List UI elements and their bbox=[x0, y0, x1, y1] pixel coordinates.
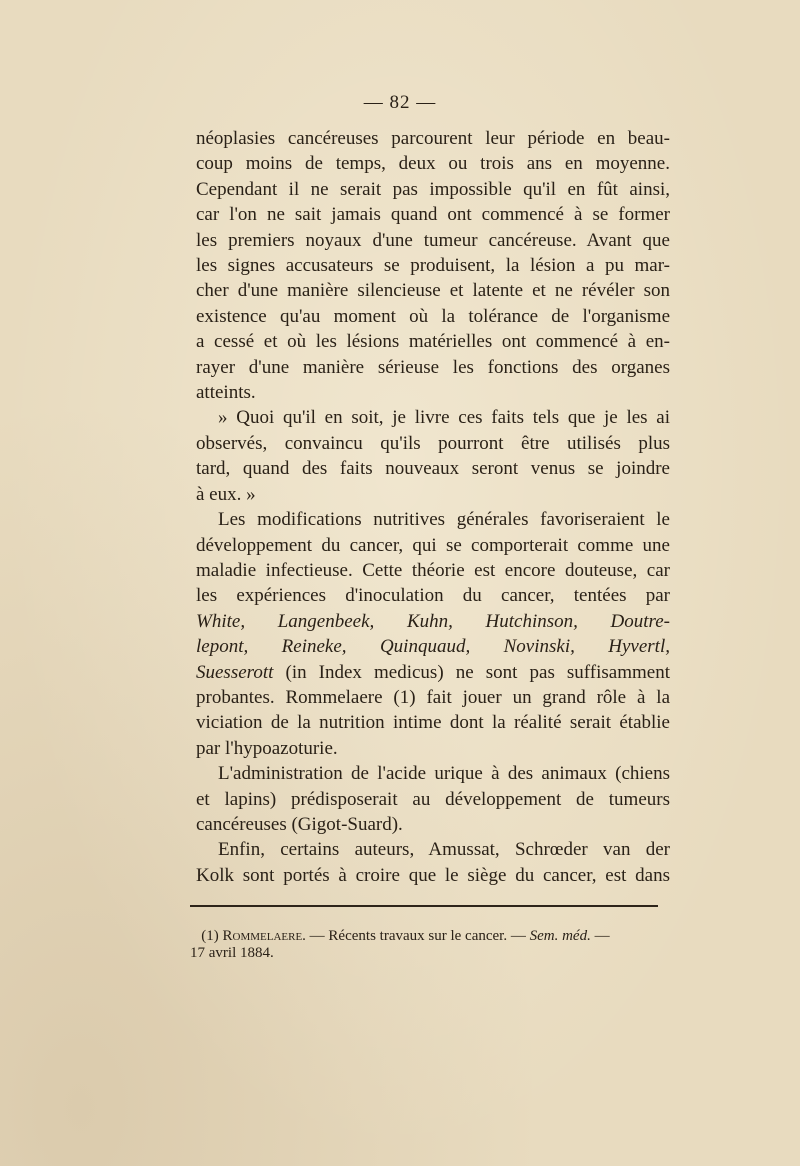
text-line: par l'hypoazoturie. bbox=[196, 737, 338, 759]
text-line: atteints. bbox=[196, 382, 256, 404]
text-line-authors bbox=[196, 634, 670, 659]
text-line: Les modifications nutritives générales favoriseraient le bbox=[218, 509, 670, 531]
italic-authors: White, Langenbeek, Kuhn, Hutchinson, Doutre- bbox=[196, 610, 670, 632]
text-line: les expériences d'inoculation du cancer, tentées par bbox=[196, 585, 670, 607]
text-line: viciation de la nutrition intime dont la réalité serait établie bbox=[196, 712, 670, 734]
text-line: cancéreuses (Gigot-Suard). bbox=[196, 813, 403, 835]
text-line: néoplasies cancéreuses parcourent leur période en beau- bbox=[196, 128, 670, 149]
text-line: développement du cancer, qui se comporterait comme une bbox=[196, 534, 670, 556]
text-line: à eux. » bbox=[196, 483, 256, 505]
text-line: cher d'une manière silencieuse et latente et ne révéler son bbox=[196, 280, 670, 302]
text-line: coup moins de temps, deux ou trois ans en moyenne. bbox=[196, 153, 670, 175]
text-line: les premiers noyaux d'une tumeur cancéreuse. Avant que bbox=[196, 229, 670, 251]
italic-authors: lepont, Reineke, Quinquaud, Novinski, Hyvertl, bbox=[196, 636, 670, 658]
text-line: tard, quand des faits nouveaux seront venus se joindre bbox=[196, 458, 670, 480]
footnote bbox=[190, 928, 664, 962]
text-line: » Quoi qu'il en soit, je livre ces faits tels que je les ai bbox=[218, 407, 670, 429]
text-line: observés, convaincu qu'ils pourront être utilisés plus bbox=[196, 432, 670, 454]
text-fragment: (in Index medicus) ne sont pas suffisamment bbox=[273, 661, 670, 683]
footnote-line bbox=[190, 928, 664, 945]
text-line-authors bbox=[196, 609, 670, 634]
text-line: car l'on ne sait jamais quand ont commencé à se former bbox=[196, 204, 670, 226]
page-number: — 82 — bbox=[363, 92, 437, 113]
footnote-marker: (1) bbox=[201, 928, 219, 944]
footnote-text: — Récents travaux sur le cancer. — bbox=[305, 928, 530, 944]
text-line: probantes. Rommelaere (1) fait jouer un grand rôle à la bbox=[196, 686, 670, 708]
footnote-journal: Sem. méd. bbox=[529, 928, 591, 944]
text-line: rayer d'une manière sérieuse les fonctions des organes bbox=[196, 356, 670, 378]
text-line: Enfin, certains auteurs, Amussat, Schrœder van der bbox=[218, 839, 670, 861]
text-line: et lapins) prédisposerait au développement de tumeurs bbox=[196, 788, 670, 810]
text-line: maladie infectieuse. Cette théorie est encore douteuse, car bbox=[196, 559, 670, 581]
footnote-author: Rommelaere. bbox=[222, 928, 306, 944]
text-line: a cessé et où les lésions matérielles ont commencé à en- bbox=[196, 331, 670, 353]
text-line: Cependant il ne serait pas impossible qu'il en fût ainsi, bbox=[196, 178, 670, 200]
footnote-dash: — bbox=[590, 928, 610, 944]
text-line-authors bbox=[196, 660, 670, 685]
text-line: les signes accusateurs se produisent, la lésion a pu mar- bbox=[196, 255, 670, 277]
footnote-line: 17 avril 1884. bbox=[190, 945, 274, 961]
footnote-divider bbox=[190, 905, 658, 907]
italic-author: Suesserott bbox=[196, 661, 274, 683]
text-line: existence qu'au moment où la tolérance de l'organisme bbox=[196, 305, 670, 327]
text-line: Kolk sont portés à croire que le siège du cancer, est dans bbox=[196, 864, 670, 886]
body-text bbox=[196, 126, 670, 888]
text-line: L'administration de l'acide urique à des animaux (chiens bbox=[218, 763, 670, 785]
